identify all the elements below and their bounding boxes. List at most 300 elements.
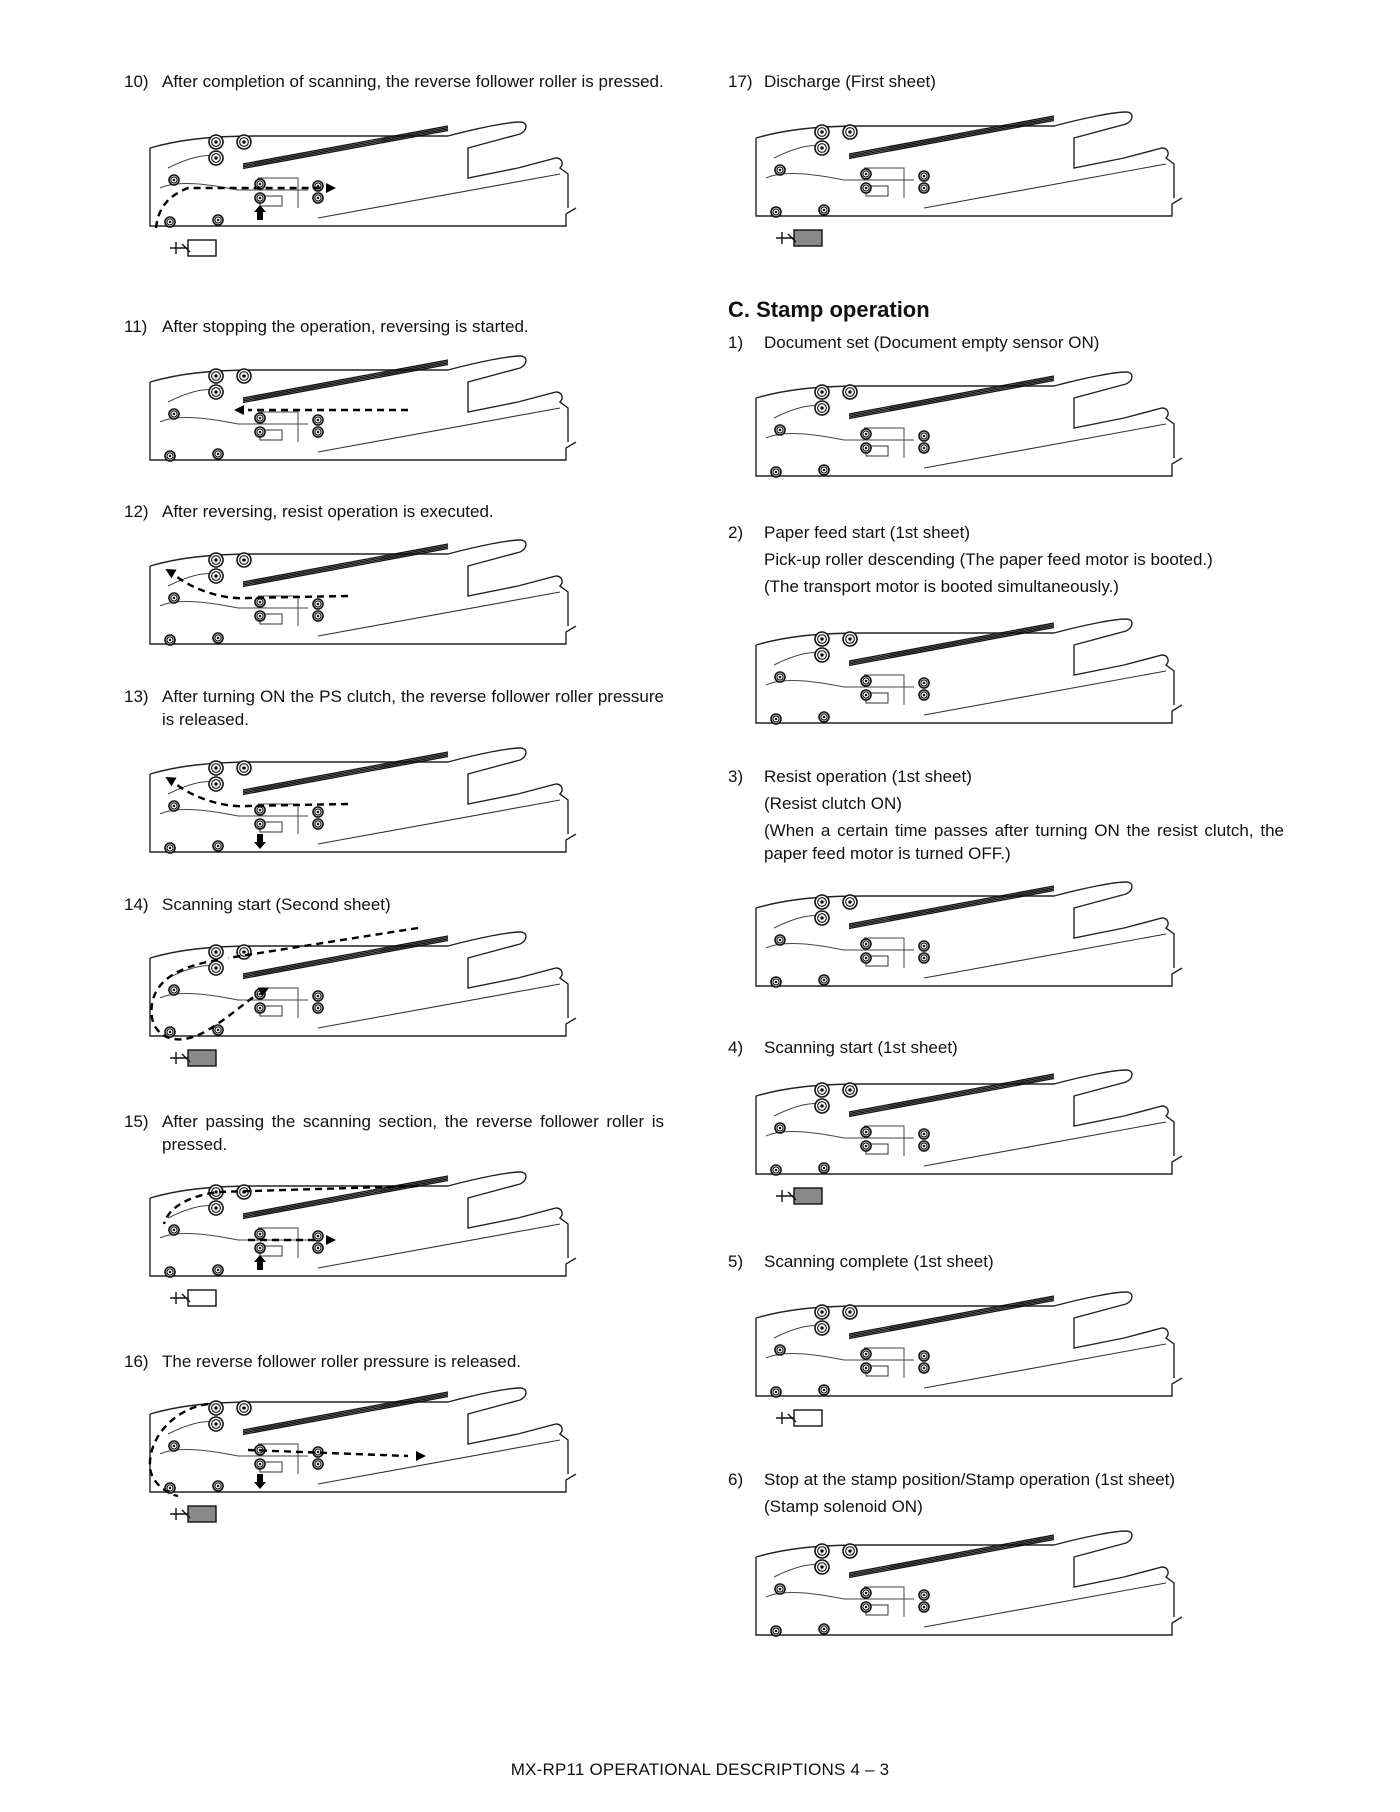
roller-hub (217, 219, 220, 222)
solenoid-icon (776, 230, 822, 246)
roller-hub (820, 390, 824, 394)
solenoid-body (794, 1188, 822, 1204)
step-number: 12) (124, 502, 149, 521)
roller-hub (779, 1127, 782, 1130)
roller-hub (259, 615, 262, 618)
roller-hub (214, 390, 218, 394)
adf-body (756, 372, 1182, 477)
paper-guide (766, 406, 914, 459)
adf-diagram-svg (754, 1527, 1184, 1697)
adf-diagram-svg (148, 928, 578, 1098)
diagram-stamp-1 (754, 368, 1184, 538)
path-arrow (416, 1451, 426, 1461)
paper-sheet (849, 1076, 1054, 1114)
roller-hub (779, 1349, 782, 1352)
roller-hub (775, 1169, 778, 1172)
exit-tray (318, 984, 560, 1028)
roller-hub (317, 197, 320, 200)
roller-hub (820, 1104, 824, 1108)
roller-hub (848, 130, 852, 134)
roller-hub (865, 957, 868, 960)
step-number: 17) (728, 72, 753, 91)
paper-path (164, 1186, 418, 1240)
roller-hub (923, 945, 926, 948)
roller-hub (214, 950, 218, 954)
step-number: 11) (124, 317, 148, 336)
page-footer: MX-RP11 OPERATIONAL DESCRIPTIONS 4 – 3 (510, 1760, 890, 1779)
adf-diagram-svg (754, 368, 1184, 538)
roller-hub (169, 1031, 172, 1034)
paper-sheet (243, 754, 448, 792)
paper-sheet (243, 363, 448, 401)
step-text (764, 521, 1304, 598)
paper-sheet (243, 938, 448, 976)
paper-sheet (849, 1535, 1054, 1573)
roller-hub (848, 900, 852, 904)
roller-hub (865, 1367, 868, 1370)
adf-body (756, 1292, 1182, 1397)
adf-diagram-svg (754, 108, 1184, 278)
roller-hub (820, 1310, 824, 1314)
step-number: 3) (728, 767, 744, 786)
adf-body (756, 882, 1182, 987)
roller-hub (865, 447, 868, 450)
roller-hub (317, 823, 320, 826)
paper-guide (766, 1565, 914, 1618)
paper-sheet (243, 128, 448, 166)
roller-hub (173, 989, 176, 992)
paper-sheet (849, 625, 1054, 663)
roller-hub (923, 435, 926, 438)
roller-hub (820, 1549, 824, 1553)
step-text: After turning ON the PS clutch, the reverse follower roller pressure is released. (162, 687, 664, 729)
roller-hub (217, 453, 220, 456)
paper-sheet (243, 1395, 448, 1433)
paper-guide (766, 146, 914, 199)
roller-hub (775, 471, 778, 474)
paper-guide (160, 156, 308, 209)
path-arrow (326, 183, 336, 193)
diagram-step-11 (148, 352, 578, 522)
roller-hub (865, 433, 868, 436)
solenoid-plunger (170, 242, 190, 254)
adf-body (150, 1172, 576, 1277)
step-number: 6) (728, 1470, 744, 1489)
roller-hub (259, 183, 262, 186)
roller-hub (242, 766, 246, 770)
step-text: After passing the scanning section, the reverse follower roller is pressed. (162, 1112, 664, 1154)
roller-hub (169, 221, 172, 224)
solenoid-icon (170, 1506, 216, 1522)
paper-sheet (849, 623, 1054, 661)
paper-sheet (243, 544, 448, 582)
paper-sheet (243, 1392, 448, 1430)
roller-hub (848, 637, 852, 641)
paper-guide (160, 390, 308, 443)
roller-hub (779, 676, 782, 679)
roller-hub (865, 680, 868, 683)
solenoid-icon (776, 1188, 822, 1204)
roller-hub (775, 981, 778, 984)
diagram-stamp-6 (754, 1527, 1184, 1697)
path-arrow (163, 565, 177, 579)
roller-hub (173, 597, 176, 600)
paper-guide (160, 1206, 308, 1259)
roller-hub (214, 558, 218, 562)
paper-sheet (849, 1299, 1054, 1337)
roller-hub (820, 1088, 824, 1092)
roller-hub (923, 957, 926, 960)
paper-sheet (849, 888, 1054, 926)
adf-diagram-svg (148, 118, 578, 288)
roller-hub (169, 455, 172, 458)
roller-hub (865, 1131, 868, 1134)
paper-sheet (849, 116, 1054, 154)
roller-hub (173, 179, 176, 182)
roller-hub (820, 637, 824, 641)
adf-body (756, 1070, 1182, 1175)
exit-tray (924, 424, 1166, 468)
roller-hub (242, 374, 246, 378)
roller-hub (217, 1029, 220, 1032)
solenoid-icon (776, 1410, 822, 1426)
step-text: Document set (Document empty sensor ON) (764, 333, 1100, 352)
roller-hub (317, 1463, 320, 1466)
roller-hub (259, 1233, 262, 1236)
adf-diagram-svg (754, 615, 1184, 785)
step-text (764, 765, 1284, 865)
paper-sheet (243, 1394, 448, 1432)
adf-diagram-svg (754, 1288, 1184, 1458)
roller-hub (317, 1247, 320, 1250)
diagram-step-17 (754, 108, 1184, 278)
step-number: 16) (124, 1352, 149, 1371)
roller-hub (820, 1565, 824, 1569)
adf-body (150, 1388, 576, 1493)
line: Pick-up roller descending (The paper feed motor is booted.) (764, 550, 1213, 569)
paper-sheet (849, 1074, 1054, 1112)
roller-hub (923, 1594, 926, 1597)
roller-hub (214, 766, 218, 770)
step-text (764, 1468, 1284, 1518)
paper-sheet (243, 1179, 448, 1217)
roller-hub (259, 809, 262, 812)
press-arrow-up (254, 205, 266, 220)
roller-hub (317, 615, 320, 618)
step-number: 15) (124, 1112, 149, 1131)
roller-hub (923, 1355, 926, 1358)
adf-body (756, 1531, 1182, 1636)
roller-hub (173, 1445, 176, 1448)
roller-hub (259, 601, 262, 604)
roller-hub (317, 1007, 320, 1010)
paper-sheet (243, 939, 448, 977)
paper-guide (160, 1422, 308, 1475)
paper-sheet (849, 1298, 1054, 1336)
roller-hub (317, 603, 320, 606)
roller-hub (865, 173, 868, 176)
adf-body (150, 356, 576, 461)
exit-tray (924, 1583, 1166, 1627)
solenoid-icon (170, 1290, 216, 1306)
path-arrow (234, 405, 244, 415)
roller-hub (865, 1606, 868, 1609)
roller-hub (217, 637, 220, 640)
paper-sheet (849, 1538, 1054, 1576)
step-number: 2) (728, 523, 744, 542)
paper-path (152, 928, 418, 1039)
adf-diagram-svg (754, 878, 1184, 1048)
adf-body (150, 932, 576, 1037)
paper-sheet (849, 1077, 1054, 1115)
roller-hub (214, 966, 218, 970)
roller-hub (775, 211, 778, 214)
adf-body (150, 540, 576, 645)
roller-hub (242, 950, 246, 954)
roller-hub (214, 1406, 218, 1410)
roller-hub (173, 1229, 176, 1232)
solenoid-icon (170, 240, 216, 256)
step-number: 14) (124, 895, 149, 914)
adf-body (756, 112, 1182, 217)
step-number: 10) (124, 72, 149, 91)
roller-hub (923, 1606, 926, 1609)
step-text: After completion of scanning, the reverse follower roller is pressed. (162, 72, 664, 91)
roller-hub (775, 1630, 778, 1633)
roller-hub (259, 197, 262, 200)
roller-hub (820, 900, 824, 904)
step-text: After stopping the operation, reversing is started. (162, 317, 529, 336)
roller-hub (779, 429, 782, 432)
adf-body (756, 619, 1182, 724)
roller-hub (242, 558, 246, 562)
adf-body (150, 122, 576, 227)
paper-sheet (243, 360, 448, 398)
roller-hub (169, 639, 172, 642)
roller-hub (865, 694, 868, 697)
step-text: Scanning start (1st sheet) (764, 1038, 958, 1057)
roller-hub (923, 1133, 926, 1136)
roller-hub (214, 156, 218, 160)
paper-sheet (243, 362, 448, 400)
diagram-step-16 (148, 1384, 578, 1554)
path-arrow (163, 773, 177, 787)
roller-hub (169, 847, 172, 850)
roller-hub (214, 782, 218, 786)
step-text: The reverse follower roller pressure is released. (162, 1352, 522, 1371)
exit-tray (924, 934, 1166, 978)
step-number: 1) (728, 333, 744, 352)
solenoid-body (188, 1290, 216, 1306)
paper-guide (766, 916, 914, 969)
step-text: Scanning start (Second sheet) (162, 895, 391, 914)
roller-hub (214, 374, 218, 378)
paper-guide (766, 653, 914, 706)
adf-diagram-svg (148, 352, 578, 522)
solenoid-plunger (170, 1292, 190, 1304)
paper-guide (160, 966, 308, 1019)
paper-sheet (243, 936, 448, 974)
paper-sheet (849, 1296, 1054, 1334)
solenoid-body (794, 230, 822, 246)
adf-diagram-svg (148, 536, 578, 706)
diagram-step-12 (148, 536, 578, 706)
roller-hub (923, 187, 926, 190)
exit-tray (318, 174, 560, 218)
diagram-step-10 (148, 118, 578, 288)
diagram-stamp-5 (754, 1288, 1184, 1458)
roller-hub (242, 140, 246, 144)
diagram-step-14 (148, 928, 578, 1098)
roller-hub (317, 431, 320, 434)
paper-sheet (243, 126, 448, 164)
roller-hub (848, 1088, 852, 1092)
roller-hub (217, 1485, 220, 1488)
roller-hub (214, 574, 218, 578)
line: (The transport motor is booted simultaneously.) (764, 577, 1119, 596)
roller-hub (923, 447, 926, 450)
paper-sheet (243, 752, 448, 790)
paper-guide (766, 1326, 914, 1379)
diagram-stamp-2 (754, 615, 1184, 785)
roller-hub (242, 1406, 246, 1410)
roller-hub (259, 1247, 262, 1250)
roller-hub (923, 175, 926, 178)
paper-sheet (849, 886, 1054, 924)
roller-hub (317, 1451, 320, 1454)
step-text: Scanning complete (1st sheet) (764, 1252, 994, 1271)
roller-hub (848, 1310, 852, 1314)
paper-sheet (243, 547, 448, 585)
adf-diagram-svg (148, 744, 578, 914)
roller-hub (865, 1353, 868, 1356)
roller-hub (820, 916, 824, 920)
solenoid-plunger (776, 232, 796, 244)
step-number: 5) (728, 1252, 744, 1271)
roller-hub (214, 1422, 218, 1426)
roller-hub (823, 1389, 826, 1392)
solenoid-icon (170, 1050, 216, 1066)
solenoid-plunger (776, 1412, 796, 1424)
press-arrow-down (254, 1474, 266, 1489)
roller-hub (775, 1391, 778, 1394)
roller-hub (779, 939, 782, 942)
roller-hub (779, 1588, 782, 1591)
solenoid-body (188, 1050, 216, 1066)
roller-hub (173, 413, 176, 416)
exit-tray (318, 1224, 560, 1268)
roller-hub (259, 823, 262, 826)
roller-hub (259, 431, 262, 434)
roller-hub (169, 1271, 172, 1274)
path-arrow (326, 1235, 336, 1245)
solenoid-plunger (170, 1508, 190, 1520)
exit-tray (318, 592, 560, 636)
solenoid-body (794, 1410, 822, 1426)
roller-hub (259, 1463, 262, 1466)
roller-hub (923, 694, 926, 697)
paper-guide (766, 1104, 914, 1157)
line: (When a certain time passes after turning ON the resist clutch, the paper feed motor is turned OFF.) (764, 821, 1284, 863)
paper-sheet (849, 378, 1054, 416)
roller-hub (848, 1549, 852, 1553)
adf-diagram-svg (754, 1066, 1184, 1236)
roller-hub (823, 979, 826, 982)
solenoid-body (188, 1506, 216, 1522)
roller-hub (820, 653, 824, 657)
paper-sheet (849, 119, 1054, 157)
roller-hub (217, 845, 220, 848)
roller-hub (317, 811, 320, 814)
roller-hub (865, 1592, 868, 1595)
diagram-stamp-3 (754, 878, 1184, 1048)
exit-tray (924, 671, 1166, 715)
roller-hub (823, 469, 826, 472)
press-arrow-up (254, 1255, 266, 1270)
roller-hub (317, 419, 320, 422)
roller-hub (823, 1167, 826, 1170)
roller-hub (317, 1235, 320, 1238)
adf-diagram-svg (148, 1384, 578, 1554)
roller-hub (317, 995, 320, 998)
exit-tray (318, 800, 560, 844)
roller-hub (820, 1326, 824, 1330)
roller-hub (169, 1487, 172, 1490)
paper-sheet (243, 129, 448, 167)
roller-hub (865, 943, 868, 946)
paper-sheet (243, 546, 448, 584)
step-text: Discharge (First sheet) (764, 72, 936, 91)
diagram-stamp-4 (754, 1066, 1184, 1236)
exit-tray (318, 408, 560, 452)
diagram-step-13 (148, 744, 578, 914)
roller-hub (259, 1007, 262, 1010)
exit-tray (924, 164, 1166, 208)
roller-hub (820, 406, 824, 410)
roller-hub (923, 1145, 926, 1148)
step-number: 4) (728, 1038, 744, 1057)
section-title: C. Stamp operation (728, 297, 930, 322)
adf-diagram-svg (148, 1168, 578, 1338)
roller-hub (865, 1145, 868, 1148)
roller-hub (775, 718, 778, 721)
exit-tray (318, 1440, 560, 1484)
roller-hub (823, 716, 826, 719)
exit-tray (924, 1344, 1166, 1388)
roller-hub (823, 1628, 826, 1631)
roller-hub (214, 140, 218, 144)
line: Stop at the stamp position/Stamp operation (1st sheet) (764, 1470, 1176, 1489)
line: Paper feed start (1st sheet) (764, 523, 970, 542)
roller-hub (865, 187, 868, 190)
paper-sheet (849, 376, 1054, 414)
roller-hub (779, 169, 782, 172)
paper-sheet (849, 889, 1054, 927)
line: Resist operation (1st sheet) (764, 767, 972, 786)
roller-hub (820, 146, 824, 150)
roller-hub (823, 209, 826, 212)
paper-sheet (243, 755, 448, 793)
press-arrow-down (254, 834, 266, 849)
roller-hub (820, 130, 824, 134)
roller-hub (848, 390, 852, 394)
roller-hub (923, 1367, 926, 1370)
paper-sheet (243, 1178, 448, 1216)
paper-sheet (849, 379, 1054, 417)
diagram-step-15 (148, 1168, 578, 1338)
exit-tray (924, 1122, 1166, 1166)
roller-hub (214, 1190, 218, 1194)
